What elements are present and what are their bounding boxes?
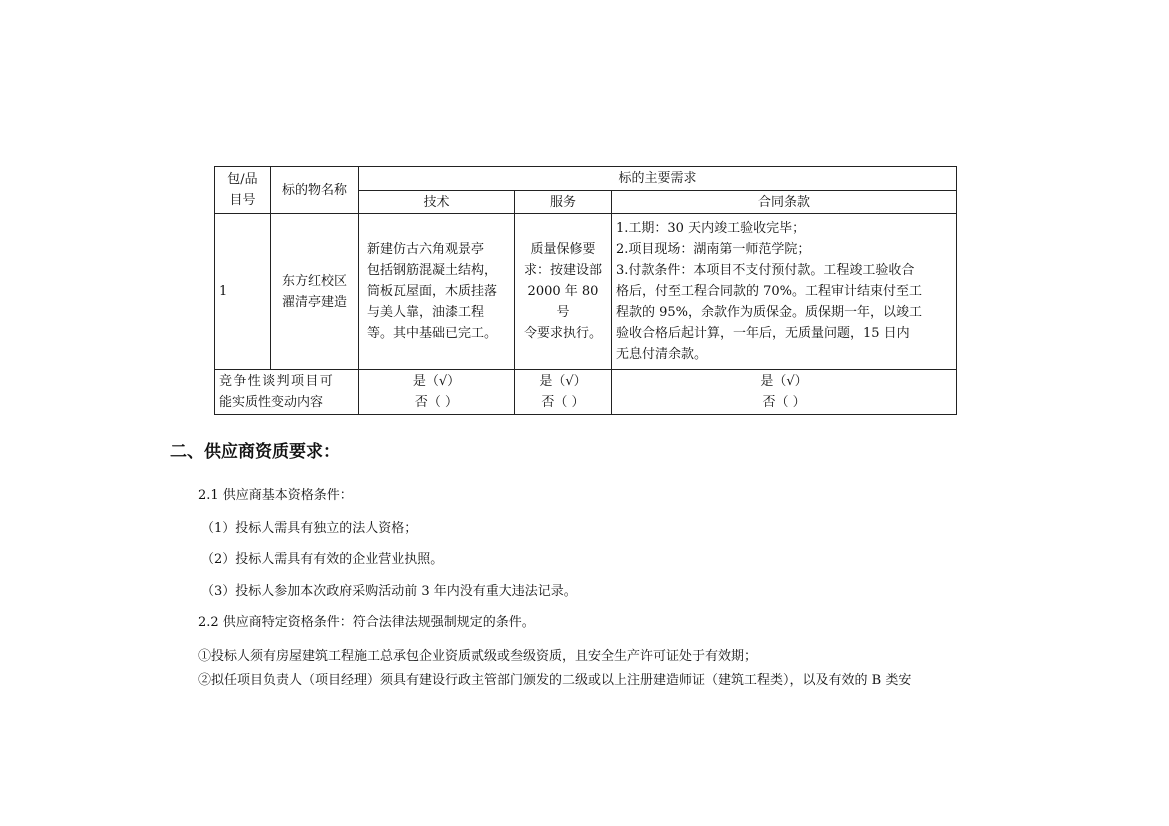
header-package-number-line: 包/品: [227, 172, 258, 187]
cell-variation-label-line: 能实质性变动内容: [219, 395, 324, 410]
cell-technical-variation: [359, 370, 515, 415]
cell-service: [515, 214, 612, 370]
header-main-requirements: 标的主要需求: [359, 167, 957, 191]
technical-no-option: 否（ ）: [414, 395, 459, 410]
header-item-name: 标的物名称: [271, 167, 359, 214]
cell-contract-line: 1.工期：30 天内竣工验收完毕；: [616, 221, 806, 236]
list-item: （1）投标人需具有独立的法人资格；: [201, 521, 418, 536]
contract-no-option: 否（ ）: [762, 395, 806, 410]
cell-service-line: 求：按建设部: [523, 263, 602, 278]
cell-technical-line: 新建仿古六角观景亭: [367, 242, 485, 257]
table-row: [215, 214, 957, 370]
cell-contract-line: 无息付清余款。: [616, 347, 708, 362]
paragraph-basic-qualifications: 2.1 供应商基本资格条件：: [198, 488, 353, 503]
cell-service-line: 令要求执行。: [523, 326, 602, 341]
cell-contract-variation: [612, 370, 957, 415]
contract-yes-option: 是（√）: [760, 374, 808, 389]
cell-technical-line: 等。其中基础已完工。: [367, 326, 498, 341]
cell-technical-line: 筒板瓦屋面，木质挂落: [367, 284, 498, 299]
cell-service-line: 质量保修要: [530, 242, 596, 257]
cell-item-name-line: 濯清亭建造: [281, 294, 347, 310]
section-heading-supplier-qualifications: 二、供应商资质要求：: [170, 442, 340, 462]
requirements-table: [214, 166, 957, 415]
header-contract-terms: 合同条款: [612, 191, 957, 214]
cell-technical: [359, 214, 515, 370]
list-item: ①投标人须有房屋建筑工程施工总承包企业资质贰级或叁级资质，且安全生产许可证处于有效期；: [198, 649, 758, 664]
cell-contract-line: 2.项目现场：湖南第一师范学院；: [616, 242, 811, 257]
technical-yes-option: 是（√）: [412, 374, 461, 389]
cell-contract-line: 程款的 95%，余款作为质保金。质保期一年，以竣工: [616, 305, 923, 320]
cell-contract-line: 3.付款条件：本项目不支付预付款。工程竣工验收合: [616, 263, 915, 278]
cell-service-line: 2000 年 80 号: [527, 284, 599, 320]
cell-item-name: [271, 214, 359, 370]
cell-contract-line: 验收合格后起计算，一年后，无质量问题，15 日内: [616, 326, 910, 341]
table-row: [215, 370, 957, 415]
header-service: 服务: [515, 191, 612, 214]
list-item: （2）投标人需具有有效的企业营业执照。: [201, 552, 444, 567]
cell-service-variation: [515, 370, 612, 415]
cell-variation-label-line: 竞争性谈判项目可: [219, 374, 335, 389]
cell-technical-line: 与美人靠，油漆工程: [367, 305, 485, 320]
cell-contract-line: 格后，付至工程合同款的 70%。工程审计结束付至工: [616, 284, 923, 299]
service-yes-option: 是（√）: [539, 374, 587, 389]
cell-item-name-line: 东方红校区: [281, 273, 347, 289]
header-package-number-line: 目号: [229, 193, 256, 208]
header-technical: 技术: [359, 191, 515, 214]
cell-package-number: 1: [215, 214, 271, 370]
list-item: （3）投标人参加本次政府采购活动前 3 年内没有重大违法记录。: [201, 584, 577, 599]
cell-technical-line: 包括钢筋混凝土结构，: [367, 263, 498, 278]
cell-variation-label: [215, 370, 359, 415]
header-package-number: [215, 167, 271, 214]
list-item: ②拟任项目负责人（项目经理）须具有建设行政主管部门颁发的二级或以上注册建造师证（建筑工程类），以及有效的 B 类安: [198, 673, 912, 688]
service-no-option: 否（ ）: [541, 395, 585, 410]
cell-contract-terms: [612, 214, 957, 370]
table-header-row: [215, 167, 957, 191]
paragraph-specific-qualifications: 2.2 供应商特定资格条件：符合法律法规强制规定的条件。: [198, 615, 535, 630]
